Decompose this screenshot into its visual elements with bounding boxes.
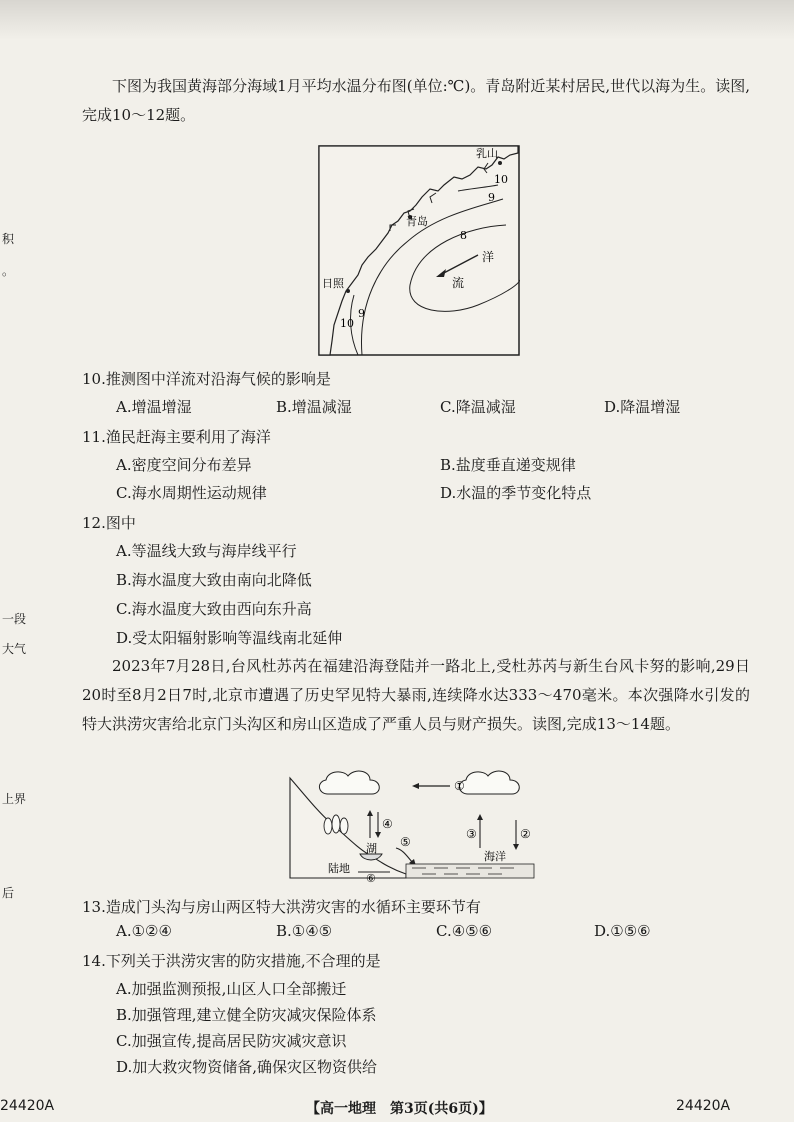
- label-rushan: 乳山: [476, 147, 498, 160]
- label-current-2: 流: [452, 276, 465, 290]
- label-iso-10-top: 10: [494, 173, 508, 186]
- tree: [324, 818, 332, 834]
- q13-option-c[interactable]: C.④⑤⑥: [436, 922, 493, 940]
- cloud-left: [319, 771, 379, 794]
- label-n2: ②: [520, 827, 531, 841]
- label-iso-10-bottom: 10: [340, 317, 354, 330]
- label-n6: ⑥: [366, 872, 376, 885]
- q13-option-b[interactable]: B.①④⑤: [276, 922, 333, 940]
- q14-option-d[interactable]: D.加大救灾物资储备,确保灾区物资供给: [116, 1058, 378, 1076]
- yellow-sea-temperature-map: [318, 145, 520, 356]
- label-n3: ③: [466, 827, 477, 841]
- intro-paragraph-1: 下图为我国黄海部分海域1月平均水温分布图(单位:℃)。青岛附近某村居民,世代以海为生。读图,完成10～12题。: [82, 77, 750, 124]
- q14-stem: 14.下列关于洪涝灾害的防灾措施,不合理的是: [82, 952, 381, 970]
- q14-option-a[interactable]: A.加强监测预报,山区人口全部搬迁: [116, 980, 347, 998]
- label-n4: ④: [382, 817, 393, 831]
- q11-option-b[interactable]: B.盐度垂直递变规律: [440, 456, 576, 474]
- label-n1: ①: [454, 779, 465, 793]
- margin-fragment: 大气: [2, 642, 27, 656]
- label-ocean: 海洋: [484, 850, 506, 863]
- label-land: 陆地: [328, 862, 350, 875]
- q11-stem: 11.渔民赶海主要利用了海洋: [82, 428, 271, 446]
- q13-stem: 13.造成门头沟与房山两区特大洪涝灾害的水循环主要环节有: [82, 898, 481, 916]
- label-current-1: 洋: [482, 250, 495, 264]
- page-top-shadow: [0, 0, 794, 40]
- footer-page-info: 【高一地理 第3页(共6页)】: [306, 1101, 493, 1117]
- footer-code-left: 24420A: [0, 1098, 55, 1114]
- cloud-right: [459, 771, 519, 794]
- q11-option-d[interactable]: D.水温的季节变化特点: [440, 484, 592, 502]
- label-n5: ⑤: [400, 835, 411, 849]
- q12-option-b[interactable]: B.海水温度大致由南向北降低: [116, 571, 312, 589]
- label-iso-9-bottom: 9: [358, 307, 365, 320]
- margin-fragment: 积: [2, 232, 15, 246]
- label-iso-9-top: 9: [488, 191, 495, 204]
- q12-option-d[interactable]: D.受太阳辐射影响等温线南北延伸: [116, 629, 343, 647]
- water-cycle-diagram: [288, 768, 536, 886]
- footer-code-right: 24420A: [676, 1098, 731, 1114]
- q10-option-c[interactable]: C.降温减湿: [440, 398, 516, 416]
- q13-option-d[interactable]: D.①⑤⑥: [594, 922, 651, 940]
- margin-fragment: 上界: [2, 792, 27, 806]
- label-iso-8: 8: [460, 229, 467, 242]
- q10-option-b[interactable]: B.增温减湿: [276, 398, 352, 416]
- intro-paragraph-2: 2023年7月28日,台风杜苏芮在福建沿海登陆并一路北上,受杜苏芮与新生台风卡努的影响,29日20时至8月2日7时,北京市遭遇了历史罕见特大暴雨,连续降水达333～470毫米。本次强降水引发的特大洪涝灾害给北京门头沟区和房山区造成了严重人员与财产损失。读图,完成13～14题。: [82, 657, 750, 733]
- label-rizhao: 日照: [322, 277, 344, 290]
- q12-stem: 12.图中: [82, 514, 136, 532]
- label-qingdao: 青岛: [406, 215, 428, 228]
- q12-option-a[interactable]: A.等温线大致与海岸线平行: [116, 542, 297, 560]
- q10-stem: 10.推测图中洋流对沿海气候的影响是: [82, 370, 331, 388]
- margin-fragment: 一段: [2, 612, 27, 626]
- q10-option-d[interactable]: D.降温增湿: [604, 398, 681, 416]
- margin-fragment: 。: [2, 264, 15, 278]
- q13-option-a[interactable]: A.①②④: [116, 922, 172, 940]
- q11-option-c[interactable]: C.海水周期性运动规律: [116, 484, 267, 502]
- q11-option-a[interactable]: A.密度空间分布差异: [116, 456, 252, 474]
- tree: [340, 818, 348, 834]
- label-lake: 湖: [366, 842, 377, 855]
- q12-option-c[interactable]: C.海水温度大致由西向东升高: [116, 600, 312, 618]
- tree: [332, 815, 340, 833]
- city-dot-rushan: [498, 161, 502, 165]
- q14-option-b[interactable]: B.加强管理,建立健全防灾减灾保险体系: [116, 1006, 377, 1024]
- margin-fragment: 后: [2, 886, 15, 900]
- q14-option-c[interactable]: C.加强宣传,提高居民防灾减灾意识: [116, 1032, 347, 1050]
- ocean: [406, 864, 534, 878]
- city-dot-rizhao: [346, 289, 350, 293]
- q10-option-a[interactable]: A.增温增湿: [116, 398, 192, 416]
